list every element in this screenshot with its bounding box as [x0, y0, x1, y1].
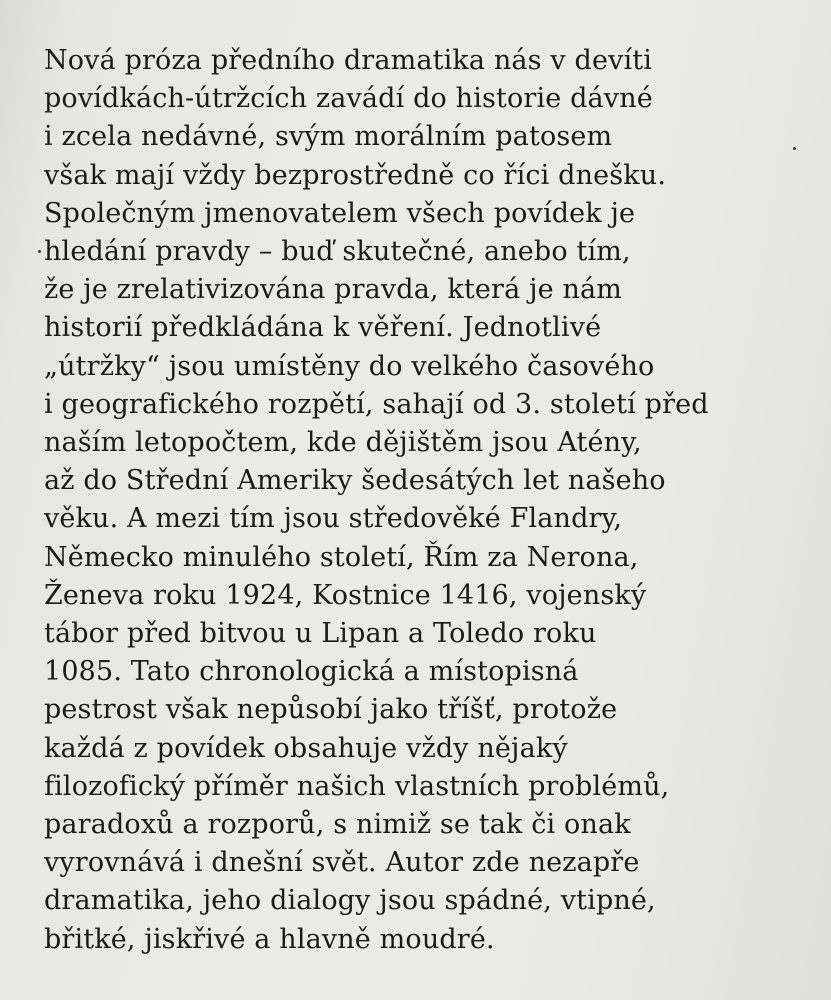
blurb-line: naším letopočtem, kde dějištěm jsou Atény, — [44, 427, 642, 459]
blurb-line: věku. A mezi tím jsou středověké Flandry, — [44, 503, 623, 535]
blurb-line: i zcela nedávné, svým morálním patosem — [44, 121, 613, 153]
blurb-line: tábor před bitvou u Lipan a Toledo roku — [44, 618, 597, 650]
blurb-line: historií předkládána k věření. Jednotlivé — [44, 312, 602, 344]
blurb-line: že je zrelativizována pravda, která je nám — [44, 274, 623, 306]
blurb-line: břitké, jiskřivé a hlavně moudré. — [44, 923, 495, 955]
blurb-line: Společným jmenovatelem všech povídek je — [44, 197, 636, 229]
blurb-line: vyrovnává i dnešní svět. Autor zde nezapře — [44, 847, 640, 879]
blurb-line: 1085. Tato chronologická a místopisná — [44, 656, 579, 688]
blurb-line: Německo minulého století, Řím za Nerona, — [44, 541, 639, 573]
paper-speck — [793, 147, 796, 150]
blurb-line: „útržky“ jsou umístěny do velkého časového — [44, 350, 655, 382]
blurb-line: každá z povídek obsahuje vždy nějaký — [44, 732, 568, 764]
blurb-line: filozofický příměr našich vlastních problémů, — [44, 770, 670, 802]
blurb-line: však mají vždy bezprostředně co říci dnešku. — [44, 159, 667, 191]
blurb-line: povídkách-útržcích zavádí do historie dávné — [44, 83, 653, 115]
blurb-line: Ženeva roku 1924, Kostnice 1416, vojenský — [44, 579, 647, 611]
blurb-line: paradoxů a rozporů, s nimiž se tak či onak — [44, 809, 631, 841]
blurb-paragraph — [44, 42, 804, 959]
blurb-line: pestrost však nepůsobí jako tříšť, protože — [44, 694, 618, 726]
blurb-line: i geografického rozpětí, sahají od 3. století před — [44, 388, 709, 420]
blurb-line: dramatika, jeho dialogy jsou spádné, vtipné, — [44, 885, 656, 917]
paper-speck — [38, 250, 41, 253]
blurb-line: hledání pravdy – buď skutečné, anebo tím, — [44, 236, 631, 268]
blurb-line: až do Střední Ameriky šedesátých let našeho — [44, 465, 666, 497]
blurb-line: Nová próza předního dramatika nás v devíti — [44, 45, 653, 76]
